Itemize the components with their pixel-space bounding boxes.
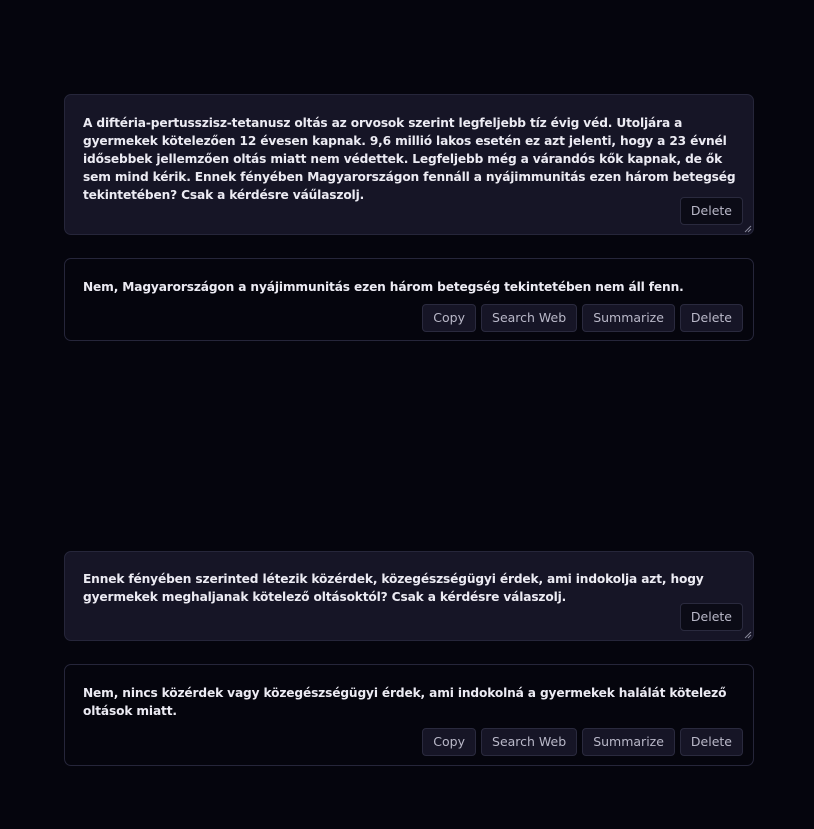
assistant-message-card (64, 258, 754, 341)
resize-handle-icon[interactable] (744, 225, 752, 233)
search-web-button[interactable]: Search Web (481, 304, 577, 332)
copy-button[interactable]: Copy (422, 304, 476, 332)
user-message-card (64, 551, 754, 641)
user-message-text[interactable]: A diftéria-pertusszisz-tetanusz oltás az orvosok szerint legfeljebb tíz évig véd. Utoljára a gyermekek kötelezően 12 évesen kapnak. 9,6 millió lakos esetén ez azt jelenti, hogy a 23 évnél idősebbek jellemzően oltás miatt nem védettek. Legfeljebb még a várandós kők kapnak, de ők sem mind kérik. Ennek fényében Magyarországon fennáll a nyájimmunitás ezen három betegség tekintetében? Csak a kérdésre váűlaszolj. (83, 116, 740, 202)
delete-button[interactable]: Delete (680, 603, 743, 631)
summarize-button[interactable]: Summarize (582, 728, 675, 756)
delete-button[interactable]: Delete (680, 728, 743, 756)
assistant-message-text: Nem, Magyarországon a nyájimmunitás ezen három betegség tekintetében nem áll fenn. (83, 280, 684, 294)
delete-button[interactable]: Delete (680, 304, 743, 332)
assistant-message-text: Nem, nincs közérdek vagy közegészségügyi érdek, ami indokolná a gyermekek halálát kötelező oltások miatt. (83, 686, 731, 718)
summarize-button[interactable]: Summarize (582, 304, 675, 332)
user-message-text[interactable]: Ennek fényében szerinted létezik közérdek, közegészségügyi érdek, ami indokolja azt, hogy gyermekek meghaljanak kötelező oltásoktól? Csak a kérdésre válaszolj. (83, 572, 708, 604)
search-web-button[interactable]: Search Web (481, 728, 577, 756)
copy-button[interactable]: Copy (422, 728, 476, 756)
resize-handle-icon[interactable] (744, 631, 752, 639)
delete-button[interactable]: Delete (680, 197, 743, 225)
user-message-card (64, 94, 754, 235)
assistant-message-card (64, 664, 754, 766)
